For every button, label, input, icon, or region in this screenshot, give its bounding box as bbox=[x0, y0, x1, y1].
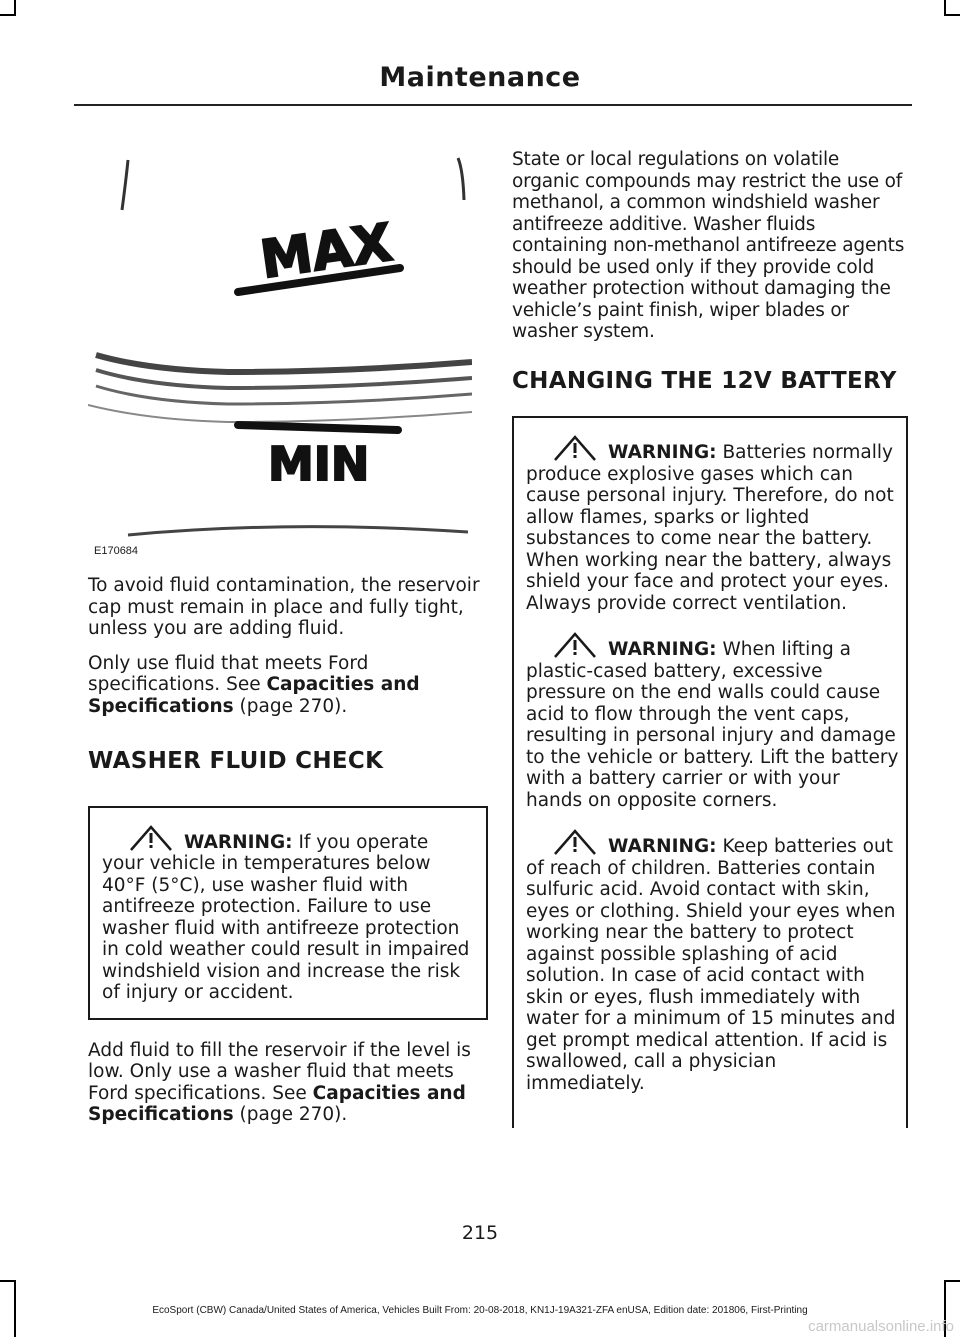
warning-triangle-icon bbox=[552, 435, 598, 461]
warning-label: WARNING: bbox=[184, 831, 293, 853]
crop-mark bbox=[944, 14, 960, 16]
warning-triangle-icon bbox=[552, 632, 598, 658]
crop-mark bbox=[944, 1280, 960, 1282]
paragraph: To avoid fluid contamination, the reservoir cap must remain in place and fully tight, unless you are adding fluid. bbox=[88, 575, 480, 639]
crop-mark bbox=[0, 1280, 16, 1282]
warning-label: WARNING: bbox=[608, 836, 717, 857]
warning-triangle-icon bbox=[128, 825, 174, 851]
warning bbox=[526, 632, 900, 811]
paragraph-text: Only use fluid that meets Ford specifications. See bbox=[88, 652, 369, 695]
section-heading: CHANGING THE 12V BATTERY bbox=[512, 367, 897, 394]
cross-reference-link[interactable]: Capacities and Specifications bbox=[88, 1082, 466, 1125]
warning-triangle-icon bbox=[552, 829, 598, 855]
warning-box bbox=[88, 806, 488, 1020]
page-number: 215 bbox=[461, 1222, 499, 1244]
page-title: Maintenance bbox=[379, 62, 581, 93]
max-label: MAX bbox=[256, 212, 396, 291]
crop-mark bbox=[14, 0, 16, 14]
paragraph bbox=[88, 1040, 480, 1126]
warning-text: Keep batteries out of reach of children. Batteries contain sulfuric acid. Avoid contact with skin, eyes or clothing. Shield your eyes when working near the battery to protect against possible splashing of acid solution. In case of acid contact with skin or eyes, flush immediately with water for a minimum of 15 minutes and get prompt medical attention. If acid is swallowed, call a physician immediately. bbox=[526, 836, 896, 1094]
warning-box bbox=[512, 416, 908, 1128]
warning bbox=[526, 829, 900, 1094]
paragraph bbox=[88, 653, 480, 718]
cross-reference-link[interactable]: Capacities and Specifications bbox=[88, 674, 420, 717]
page-reference: (page 270). bbox=[233, 1104, 348, 1125]
crop-mark bbox=[0, 14, 16, 16]
warning-label: WARNING: bbox=[608, 639, 717, 660]
warning bbox=[102, 825, 472, 1004]
warning-text: Batteries normally produce explosive gases which can cause personal injury. Therefore, do not allow flames, sparks or lighted substances to come near the battery. When working near the battery, always shield your face and protect your eyes. Always provide correct ventilation. bbox=[526, 442, 894, 614]
left-column bbox=[88, 575, 480, 1139]
header-divider bbox=[74, 104, 912, 106]
right-column bbox=[512, 149, 908, 1128]
warning bbox=[526, 435, 900, 614]
page-reference: (page 270). bbox=[233, 695, 348, 717]
warning-text: If you operate your vehicle in temperatures below 40°F (5°C), use washer fluid with antifreeze protection. Failure to use washer fluid with antifreeze protection in cold weather could result in impaired windshield vision and increase the risk of injury or accident. bbox=[102, 831, 470, 1003]
section-heading: WASHER FLUID CHECK bbox=[88, 748, 384, 774]
warning-text: When lifting a plastic-cased battery, excessive pressure on the end walls could cause acid to flow through the vent caps, resulting in personal injury and damage to the vehicle or battery. Lift the battery with a battery carrier or with your hands on opposite corners. bbox=[526, 639, 899, 811]
watermark: carmanualsonline.info bbox=[808, 1318, 954, 1335]
min-label: MIN bbox=[268, 437, 370, 491]
edition-info: EcoSport (CBW) Canada/United States of America, Vehicles Built From: 20-08-2018, KN1J-19A321-ZFA enUSA, Edition date: 201806, First-Printing bbox=[152, 1305, 808, 1316]
washer-reservoir-illustration bbox=[88, 140, 472, 560]
crop-mark bbox=[944, 0, 946, 14]
paragraph: State or local regulations on volatile organic compounds may restrict the use of methanol, a common windshield washer antifreeze additive. Washer fluids containing non-methanol antifreeze agents should be used only if they provide cold weather protection without damaging the vehicle’s paint finish, wiper blades or washer system. bbox=[512, 149, 905, 342]
figure-code: E170684 bbox=[94, 545, 139, 557]
warning-label: WARNING: bbox=[608, 442, 717, 463]
paragraph-text: Add fluid to fill the reservoir if the level is low. Only use a washer fluid that meets Ford specifications. See bbox=[88, 1039, 471, 1104]
